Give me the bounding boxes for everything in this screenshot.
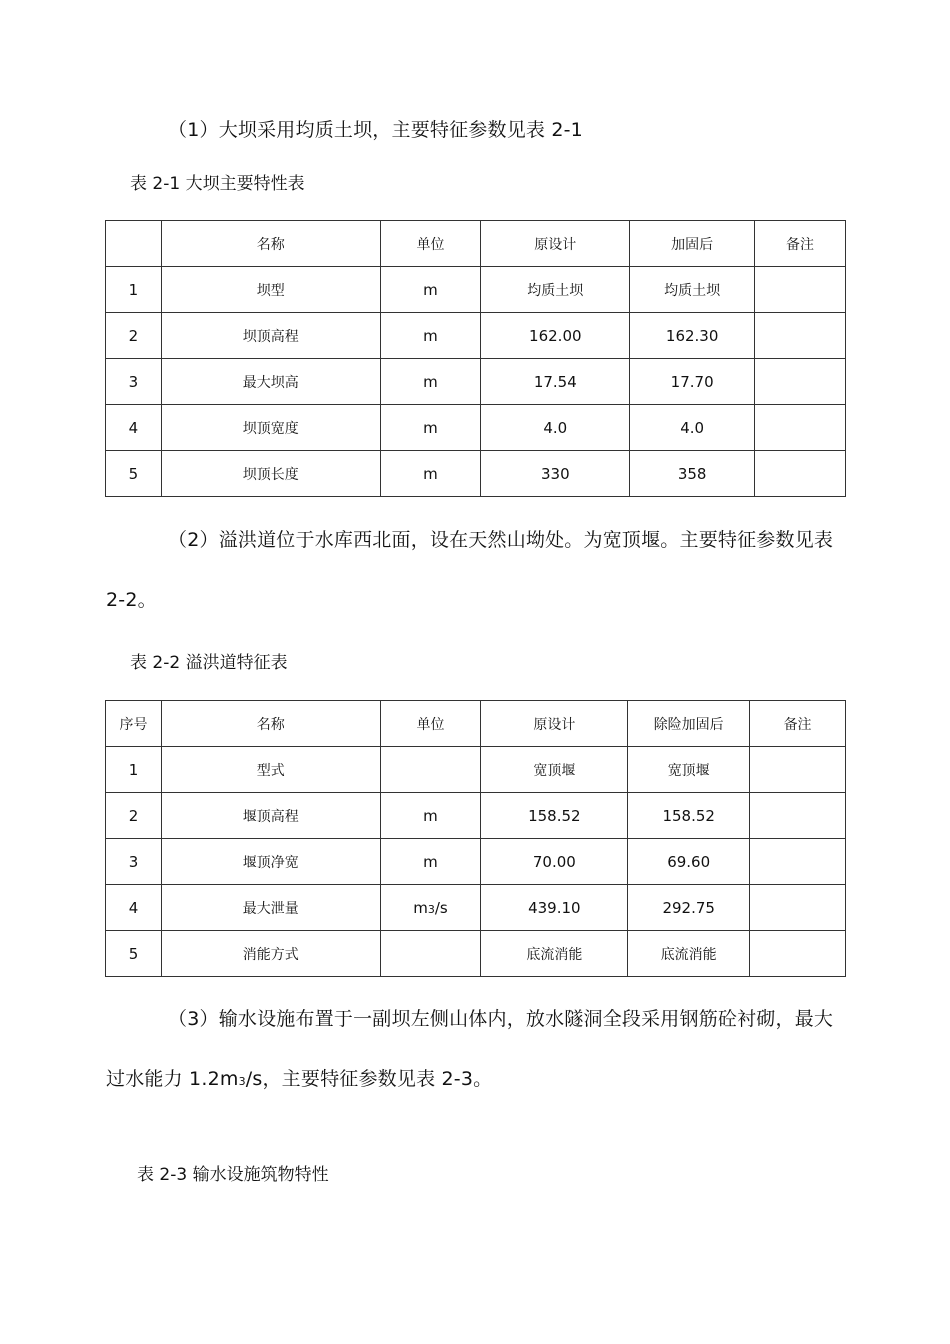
table-1-caption: 表 2-1 大坝主要特性表 <box>130 174 305 194</box>
table-2-header-cell: 备注 <box>750 701 846 747</box>
table-cell: 439.10 <box>481 885 628 931</box>
table-cell: 1 <box>106 267 162 313</box>
section-1-paragraph <box>106 100 846 160</box>
table-2 <box>105 700 846 977</box>
table-cell <box>750 931 846 977</box>
table-1-header-row <box>106 221 846 267</box>
table-cell: 69.60 <box>628 839 750 885</box>
table-cell-unit <box>380 885 481 931</box>
table-cell: m <box>380 405 481 451</box>
table-cell: 消能方式 <box>161 931 380 977</box>
table-cell <box>755 267 846 313</box>
table-3-caption: 表 2-3 输水设施筑物特性 <box>137 1165 329 1185</box>
table-1-header-cell: 单位 <box>380 221 481 267</box>
table-cell: 坝顶宽度 <box>161 405 380 451</box>
table-1-header-cell: 名称 <box>161 221 380 267</box>
table-row <box>106 313 846 359</box>
section-3-paragraph <box>106 989 846 1112</box>
table-cell: 宽顶堰 <box>481 747 628 793</box>
table-cell: m <box>380 839 481 885</box>
table-2-caption: 表 2-2 溢洪道特征表 <box>130 653 288 673</box>
table-1-header-cell: 原设计 <box>481 221 630 267</box>
table-cell: 坝顶长度 <box>161 451 380 497</box>
table-cell: 4 <box>106 405 162 451</box>
table-cell: 4 <box>106 885 162 931</box>
table-cell: m <box>380 793 481 839</box>
table-cell: 最大泄量 <box>161 885 380 931</box>
table-cell <box>380 747 481 793</box>
unit-text: m <box>413 898 428 917</box>
table-cell: 3 <box>106 359 162 405</box>
section-3-text-b: /s，主要特征参数见表 2-3。 <box>245 1068 493 1090</box>
table-cell: m <box>380 359 481 405</box>
table-cell: 堰顶净宽 <box>161 839 380 885</box>
table-cell: 均质土坝 <box>630 267 755 313</box>
table-row <box>106 267 846 313</box>
unit-suffix: /s <box>434 898 448 917</box>
table-cell: m <box>380 313 481 359</box>
table-cell: 158.52 <box>628 793 750 839</box>
table-cell: 2 <box>106 313 162 359</box>
table-cell: 162.00 <box>481 313 630 359</box>
table-row <box>106 839 846 885</box>
table-cell: 坝顶高程 <box>161 313 380 359</box>
table-row <box>106 793 846 839</box>
table-2-header-cell: 单位 <box>380 701 481 747</box>
table-cell <box>750 885 846 931</box>
table-row <box>106 931 846 977</box>
table-1 <box>105 220 846 497</box>
table-row <box>106 885 846 931</box>
section-3-text-small: 3 <box>238 1075 246 1088</box>
table-cell: 型式 <box>161 747 380 793</box>
table-cell: 5 <box>106 931 162 977</box>
table-cell: 3 <box>106 839 162 885</box>
table-row <box>106 451 846 497</box>
unit-small: 3 <box>427 902 435 916</box>
table-cell: 坝型 <box>161 267 380 313</box>
table-cell <box>755 451 846 497</box>
table-row <box>106 405 846 451</box>
table-cell <box>755 359 846 405</box>
table-cell: 158.52 <box>481 793 628 839</box>
table-2-header-cell: 除险加固后 <box>628 701 750 747</box>
table-cell: 70.00 <box>481 839 628 885</box>
table-cell: 17.70 <box>630 359 755 405</box>
table-cell <box>750 793 846 839</box>
table-cell: 5 <box>106 451 162 497</box>
table-1-header-cell: 备注 <box>755 221 846 267</box>
table-1-header-cell: 加固后 <box>630 221 755 267</box>
table-cell: 2 <box>106 793 162 839</box>
table-2-header-row <box>106 701 846 747</box>
table-cell: 宽顶堰 <box>628 747 750 793</box>
table-cell: 162.30 <box>630 313 755 359</box>
table-row <box>106 359 846 405</box>
table-cell: 堰顶高程 <box>161 793 380 839</box>
section-1-text: （1）大坝采用均质土坝，主要特征参数见表 2-1 <box>168 119 583 141</box>
table-cell: 底流消能 <box>628 931 750 977</box>
table-cell: m <box>380 451 481 497</box>
table-cell: 358 <box>630 451 755 497</box>
table-cell: 底流消能 <box>481 931 628 977</box>
table-cell <box>380 931 481 977</box>
table-cell: 最大坝高 <box>161 359 380 405</box>
table-cell <box>755 313 846 359</box>
section-2-text: （2）溢洪道位于水库西北面，设在天然山坳处。为宽顶堰。主要特征参数见表 2-2。 <box>106 529 834 611</box>
table-2-header-cell: 名称 <box>161 701 380 747</box>
table-cell: 4.0 <box>630 405 755 451</box>
table-cell: m <box>380 267 481 313</box>
table-cell: 292.75 <box>628 885 750 931</box>
table-cell: 17.54 <box>481 359 630 405</box>
table-2-header-cell: 原设计 <box>481 701 628 747</box>
table-2-header-cell: 序号 <box>106 701 162 747</box>
table-1-header-cell <box>106 221 162 267</box>
table-cell: 4.0 <box>481 405 630 451</box>
table-cell <box>755 405 846 451</box>
table-cell: 1 <box>106 747 162 793</box>
table-cell <box>750 839 846 885</box>
section-3-text-a: （3）输水设施布置于一副坝左侧山体内，放水隧洞全段采用钢筋砼衬砌，最大过水能力 1.2m <box>106 1008 834 1090</box>
table-cell <box>750 747 846 793</box>
section-2-paragraph <box>106 510 846 630</box>
table-cell: 330 <box>481 451 630 497</box>
table-row <box>106 747 846 793</box>
table-cell: 均质土坝 <box>481 267 630 313</box>
